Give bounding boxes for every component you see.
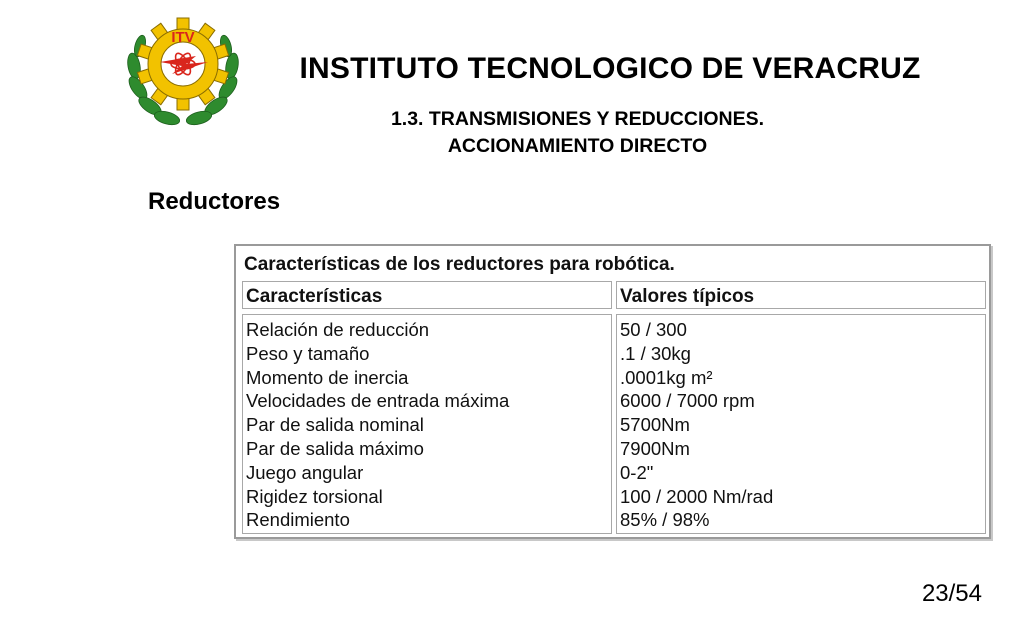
table-cell: 5700Nm — [620, 414, 690, 436]
page-number: 23/54 — [921, 580, 982, 607]
table-body — [242, 314, 986, 534]
table-header-row — [242, 281, 986, 309]
table-cell: Rendimiento — [246, 509, 350, 531]
header-typical-values: Valores típicos — [616, 281, 986, 309]
table-cell: 85% / 98% — [620, 509, 710, 531]
table-cell: Peso y tamaño — [246, 342, 370, 364]
header-characteristics: Características — [242, 281, 612, 309]
table-cell: Velocidades de entrada máxima — [246, 390, 510, 412]
table-cell: Par de salida nominal — [246, 414, 424, 436]
table-cell: Momento de inercia — [246, 366, 409, 388]
characteristics-column — [242, 314, 612, 534]
reducers-table — [234, 244, 991, 539]
table-cell: 0-2" — [620, 461, 654, 483]
institution-title: INSTITUTO TECNOLOGICO DE VERACRUZ — [299, 52, 921, 85]
table-cell: 6000 / 7000 rpm — [620, 390, 755, 412]
logo-text: ITV — [171, 29, 195, 46]
table-cell: Relación de reducción — [246, 319, 430, 340]
table-cell: 50 / 300 — [620, 319, 687, 340]
typical-values-column — [616, 314, 986, 534]
subtitle-line-2: ACCIONAMIENTO DIRECTO — [447, 135, 708, 157]
table-cell: .0001kg m² — [620, 366, 713, 388]
table-cell: 7900Nm — [620, 437, 690, 459]
table-cell: .1 / 30kg — [620, 342, 691, 364]
section-title: Reductores — [148, 188, 281, 215]
table-caption: Características de los reductores para robótica. — [244, 254, 675, 275]
table-cell: Juego angular — [246, 461, 364, 483]
table-cell: Par de salida máximo — [246, 437, 424, 459]
table-cell: Rigidez torsional — [246, 485, 383, 507]
table-cell: 100 / 2000 Nm/rad — [620, 485, 774, 507]
subtitle-line-1: 1.3. TRANSMISIONES Y REDUCCIONES. — [390, 108, 765, 130]
slide-subtitle — [300, 106, 855, 160]
